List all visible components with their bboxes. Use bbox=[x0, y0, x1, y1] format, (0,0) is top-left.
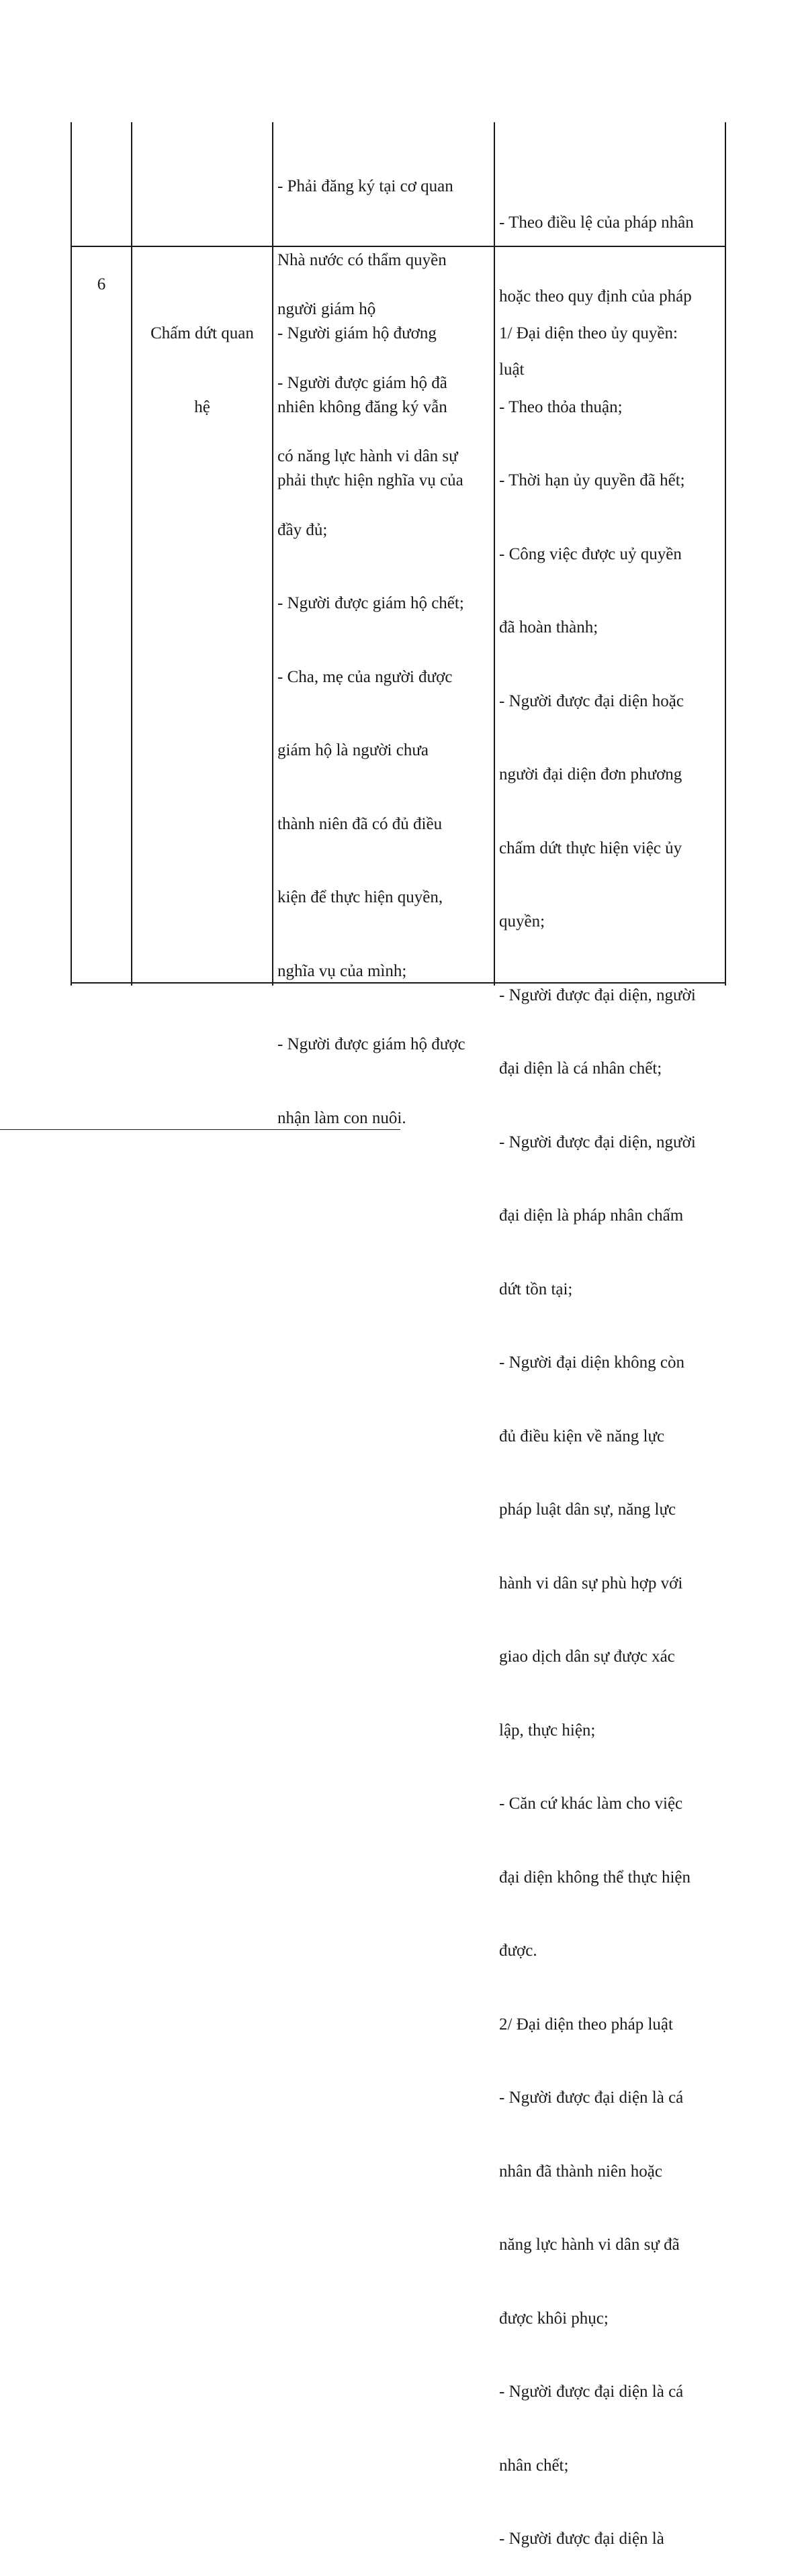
text-line: giao dịch dân sự được xác bbox=[499, 1648, 675, 1666]
text-line: người giám hộ bbox=[277, 300, 376, 318]
text-line: được khôi phục; bbox=[499, 2309, 609, 2328]
table-divider-col1 bbox=[131, 122, 132, 986]
text-line: - Cha, mẹ của người được bbox=[277, 667, 453, 686]
text-line: - Người được đại diện, người bbox=[499, 1133, 696, 1151]
text-line: kiện để thực hiện quyền, bbox=[277, 888, 443, 906]
text-line: đại diện không thể thực hiện bbox=[499, 1868, 691, 1887]
row6-col4-text bbox=[499, 273, 696, 2576]
text-line: hệ bbox=[194, 397, 210, 416]
table-border-right bbox=[725, 122, 726, 986]
table-divider-col2 bbox=[272, 122, 273, 986]
text-line: nghĩa vụ của mình; bbox=[277, 961, 407, 980]
text-line: - Người được giám hộ chết; bbox=[277, 594, 464, 612]
text-line: - Người được đại diện là bbox=[499, 2530, 664, 2548]
text-line: đại diện là cá nhân chết; bbox=[499, 1059, 662, 1078]
row6-col3-text bbox=[277, 248, 465, 1155]
text-line: hành vi dân sự phù hợp với bbox=[499, 1574, 683, 1592]
text-line: thành niên đã có đủ điều bbox=[277, 814, 443, 833]
row6-heading bbox=[132, 273, 272, 444]
row6-number: 6 bbox=[97, 275, 106, 293]
text-line: người đại diện đơn phương bbox=[499, 765, 682, 783]
text-line: chấm dứt thực hiện việc ủy bbox=[499, 839, 682, 857]
text-line: lập, thực hiện; bbox=[499, 1721, 596, 1739]
text-line: - Theo thỏa thuận; bbox=[499, 397, 623, 416]
table-border-left bbox=[71, 122, 72, 986]
text-line: năng lực hành vi dân sự đã bbox=[499, 2236, 680, 2254]
text-line: - Người được đại diện là cá bbox=[499, 2089, 684, 2107]
text-line: - Người giám hộ đương bbox=[277, 324, 437, 342]
text-line: hoặc theo quy định của pháp bbox=[499, 287, 692, 305]
text-line: đã hoàn thành; bbox=[499, 618, 598, 636]
text-line: nhân chết; bbox=[499, 2456, 569, 2475]
text-line: 1/ Đại diện theo ủy quyền: bbox=[499, 324, 678, 342]
text-line: Chấm dứt quan bbox=[150, 324, 254, 342]
text-line: đại diện là pháp nhân chấm bbox=[499, 1206, 684, 1225]
text-line: - Phải đăng ký tại cơ quan bbox=[277, 177, 453, 195]
text-line: - Người đại diện không còn bbox=[499, 1353, 685, 1372]
text-line: - Người được giám hộ đã bbox=[277, 373, 447, 392]
text-line: phải thực hiện nghĩa vụ của bbox=[277, 471, 463, 489]
text-line: được. bbox=[499, 1942, 537, 1960]
text-line: - Thời hạn ủy quyền đã hết; bbox=[499, 471, 685, 489]
text-line: - Công việc được uỷ quyền bbox=[499, 544, 682, 563]
text-line: - Người được đại diện hoặc bbox=[499, 691, 684, 710]
text-line: đầy đủ; bbox=[277, 520, 328, 539]
text-line: nhiên không đăng ký vẫn bbox=[277, 397, 447, 416]
table-divider-col3 bbox=[494, 122, 495, 986]
text-line: nhận làm con nuôi. bbox=[277, 1108, 406, 1127]
text-line: dứt tồn tại; bbox=[499, 1280, 573, 1298]
text-line: - Người được đại diện là cá bbox=[499, 2383, 684, 2401]
text-line: nhân đã thành niên hoặc bbox=[499, 2162, 662, 2181]
text-line: có năng lực hành vi dân sự bbox=[277, 447, 458, 465]
text-line: - Người được giám hộ được bbox=[277, 1035, 465, 1053]
text-line: pháp luật dân sự, năng lực bbox=[499, 1500, 676, 1519]
text-line: - Căn cứ khác làm cho việc bbox=[499, 1795, 683, 1813]
text-line: 2/ Đại diện theo pháp luật bbox=[499, 2015, 673, 2034]
footnote-separator bbox=[0, 1129, 400, 1130]
text-line: giám hộ là người chưa bbox=[277, 741, 429, 759]
text-line: - Theo điều lệ của pháp nhân bbox=[499, 213, 694, 232]
text-line: - Người được đại diện, người bbox=[499, 986, 696, 1004]
text-line: đủ điều kiện về năng lực bbox=[499, 1427, 665, 1445]
text-line: quyền; bbox=[499, 912, 545, 931]
text-line: Nhà nước có thẩm quyền bbox=[277, 250, 447, 269]
text-line: luật bbox=[499, 361, 525, 379]
